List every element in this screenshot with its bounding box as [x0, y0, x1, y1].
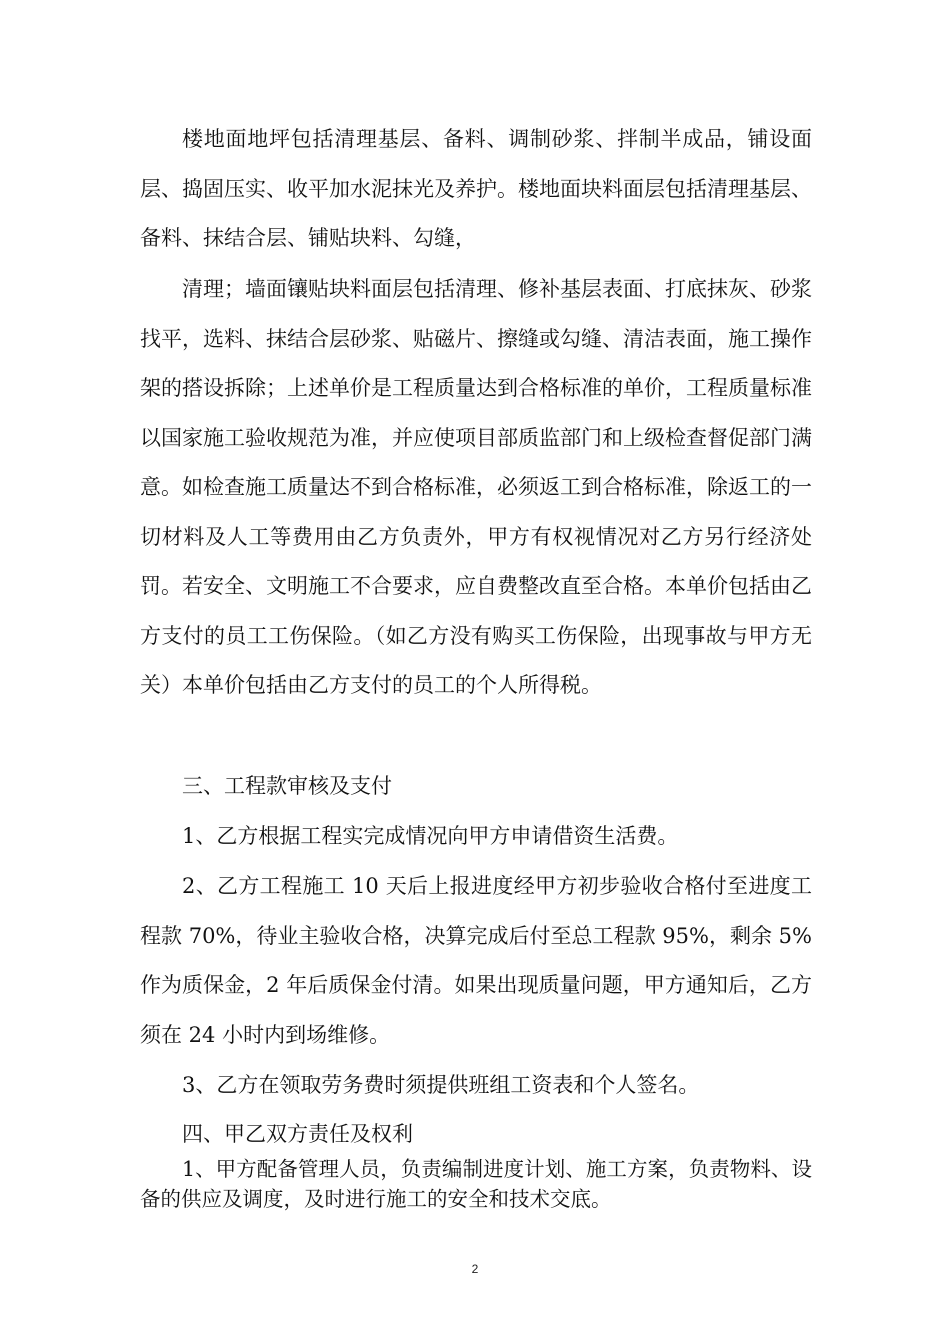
paragraph-floor-works: 楼地面地坪包括清理基层、备料、调制砂浆、拌制半成品，铺设面层、捣固压实、收平加水泥抹光及养护。楼地面块料面层包括清理基层、备料、抹结合层、铺贴块料、勾缝， [140, 127, 812, 250]
section-heading-payment: 三、工程款审核及支付 [182, 774, 392, 798]
paragraph-payment-item-3: 3、乙方在领取劳务费时须提供班组工资表和个人签名。 [182, 1073, 700, 1097]
page-number: 2 [471, 1262, 479, 1276]
paragraph-wall-works-and-quality: 清理；墙面镶贴块料面层包括清理、修补基层表面、打底抹灰、砂浆找平，选料、抹结合层砂浆、贴磁片、擦缝或勾缝、清洁表面，施工操作架的搭设拆除；上述单价是工程质量达到合格标准的单价，工程质量标准以国家施工验收规范为准，并应使项目部质监部门和上级检查督促部门满意。如检查施工质量达不到合格标准，必须返工到合格标准，除返工的一切材料及人工等费用由乙方负责外，甲方有权视情况对乙方另行经济处罚。若安全、文明施工不合要求，应自费整改直至合格。本单价包括由乙方支付的员工工伤保险。（如乙方没有购买工伤保险，出现事故与甲方无关）本单价包括由乙方支付的员工的个人所得税。 [140, 277, 812, 697]
paragraph-payment-item-2: 2、乙方工程施工 10 天后上报进度经甲方初步验收合格付至进度工程款 70%，待业主验收合格，决算完成后付至总工程款 95%，剩余 5%作为质保金，2 年后质保金付清。如果出现质量问题，甲方通知后，乙方须在 24 小时内到场维修。 [140, 874, 812, 1047]
paragraph-responsibility-item-1: 1、甲方配备管理人员，负责编制进度计划、施工方案，负责物料、设备的供应及调度，及时进行施工的安全和技术交底。 [140, 1157, 812, 1211]
paragraph-payment-item-1: 1、乙方根据工程实完成情况向甲方申请借资生活费。 [182, 824, 679, 848]
section-heading-responsibilities: 四、甲乙双方责任及权利 [182, 1122, 413, 1146]
